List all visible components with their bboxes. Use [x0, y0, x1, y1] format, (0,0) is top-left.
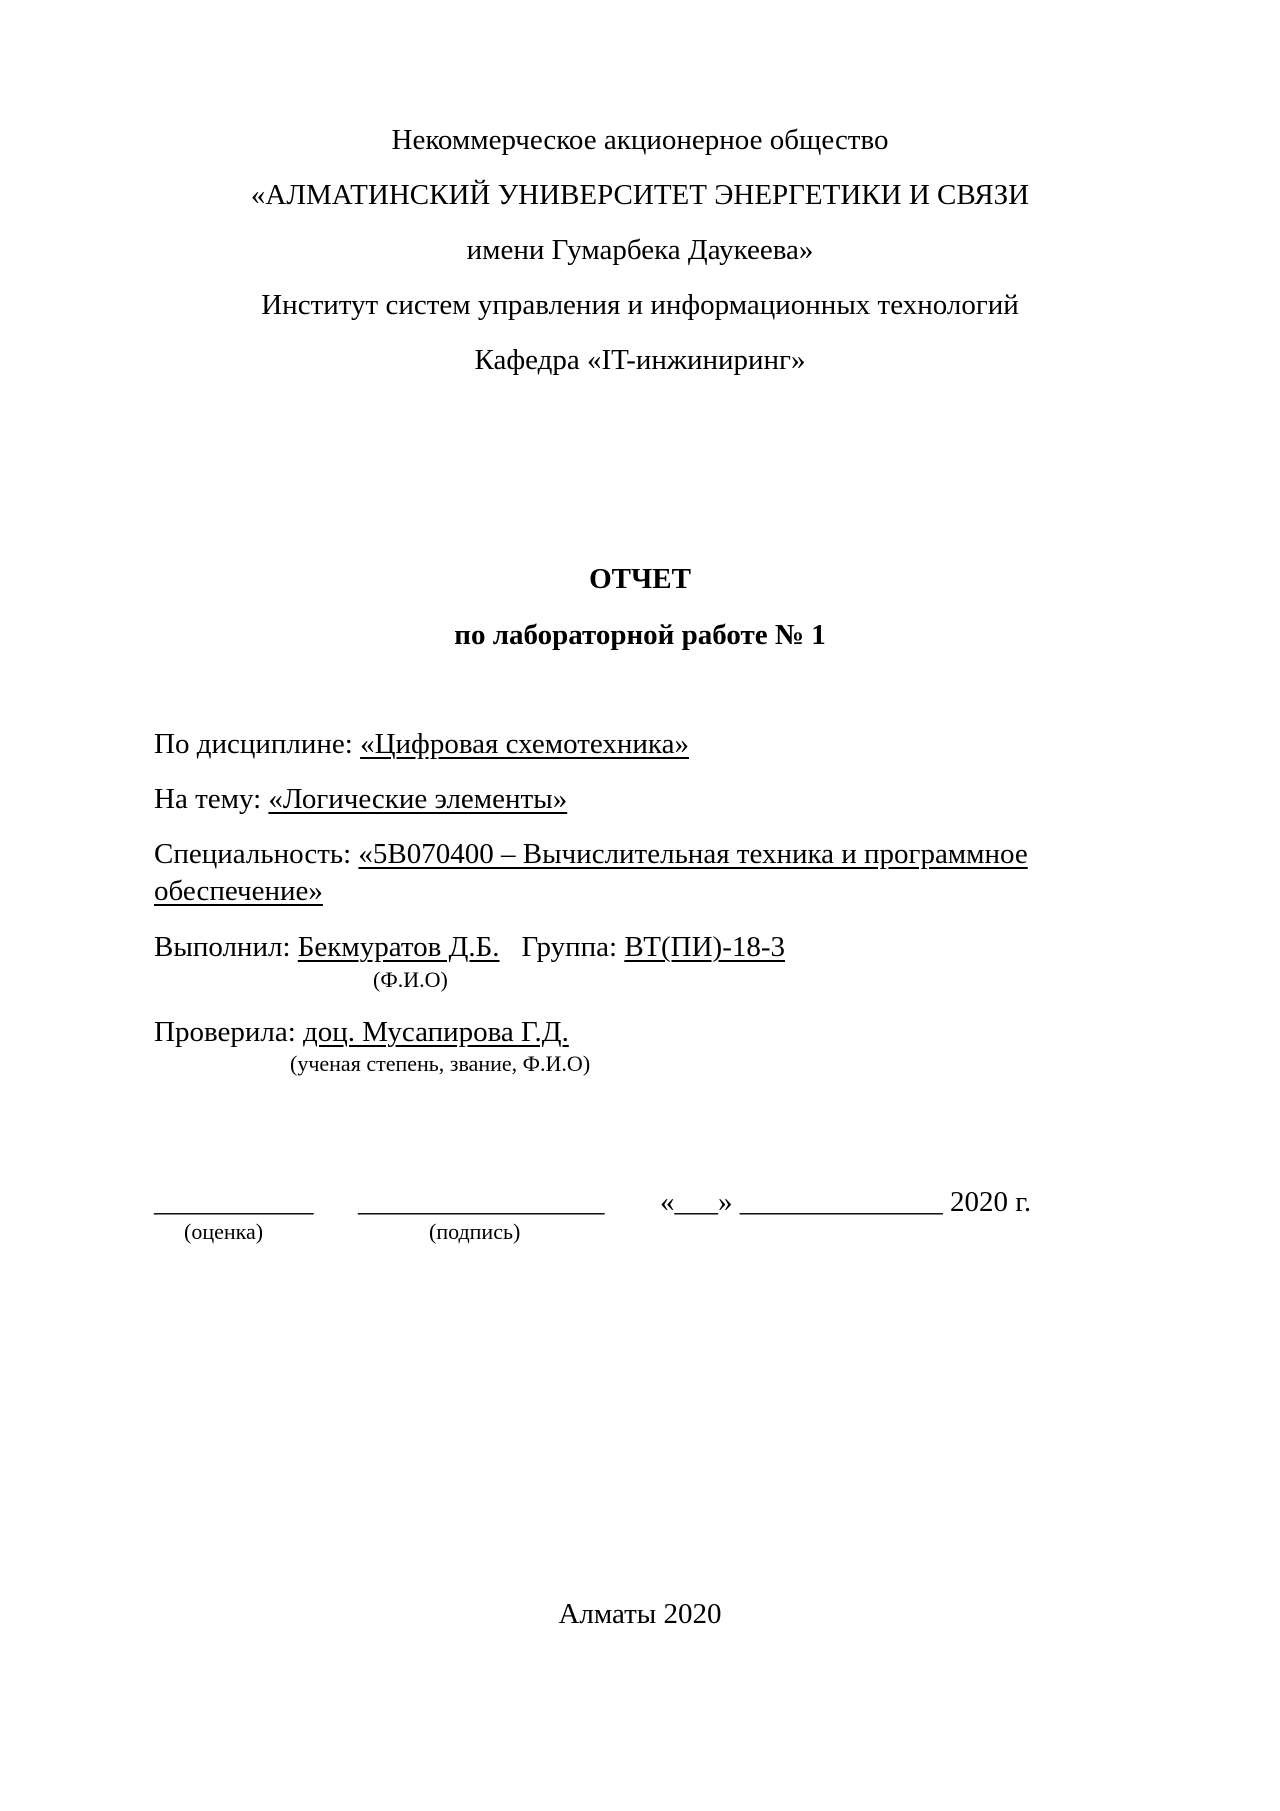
- university-name-continued: имени Гумарбека Даукеева»: [466, 234, 814, 266]
- signature-hint: (подпись): [429, 1219, 521, 1244]
- performed-line: [154, 929, 785, 965]
- grade-hint: (оценка): [184, 1219, 264, 1244]
- discipline-label: По дисциплине:: [154, 728, 361, 760]
- institute-name: Институт систем управления и информационных технологий: [261, 289, 1019, 321]
- date-blank: «___» ______________ 2020 г.: [660, 1186, 1032, 1218]
- department-name: Кафедра «IT-инжиниринг»: [474, 344, 806, 376]
- performed-hint: (Ф.И.О): [373, 967, 448, 992]
- specialty-label: Специальность:: [154, 838, 359, 870]
- city-year: Алматы 2020: [558, 1598, 722, 1630]
- organization-type: Некоммерческое акционерное общество: [391, 124, 889, 156]
- performed-label: Выполнил:: [154, 931, 298, 963]
- specialty-line: [154, 836, 1028, 872]
- discipline-value: «Цифровая схемотехника»: [360, 728, 689, 760]
- report-title: ОТЧЕТ: [589, 563, 691, 595]
- specialty-value-continued: обеспечение»: [154, 875, 323, 907]
- checked-value: доц. Мусапирова Г.Д.: [303, 1016, 569, 1048]
- checked-label: Проверила:: [154, 1016, 304, 1048]
- performed-value: Бекмуратов Д.Б.: [297, 931, 500, 963]
- topic-value: «Логические элементы»: [268, 783, 568, 815]
- topic-label: На тему:: [154, 783, 269, 815]
- specialty-value: «5В070400 – Вычислительная техника и программное: [358, 838, 1028, 870]
- grade-blank: ___________: [154, 1186, 314, 1218]
- university-name: «АЛМАТИНСКИЙ УНИВЕРСИТЕТ ЭНЕРГЕТИКИ И СВЯЗИ: [250, 179, 1030, 211]
- topic-line: [154, 781, 567, 817]
- discipline-line: [154, 726, 689, 762]
- group-label: Группа:: [521, 931, 625, 963]
- group-value: ВТ(ПИ)-18-3: [624, 931, 786, 963]
- report-subtitle: по лабораторной работе № 1: [454, 619, 826, 651]
- signature-blank: _________________: [358, 1186, 605, 1218]
- specialty-line-continued: [154, 873, 323, 909]
- checked-line: [154, 1014, 569, 1050]
- checked-hint: (ученая степень, звание, Ф.И.О): [290, 1051, 591, 1076]
